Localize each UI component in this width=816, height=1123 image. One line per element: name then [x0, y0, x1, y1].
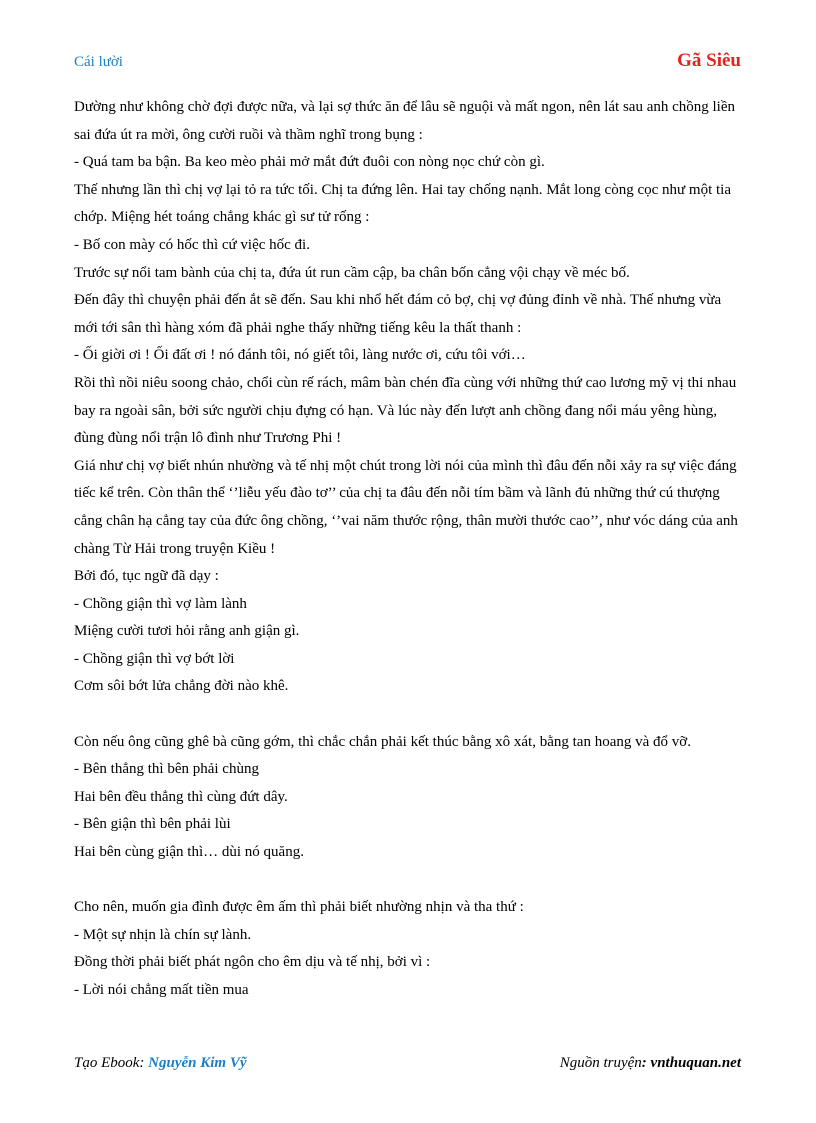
- source-sep: :: [641, 1055, 651, 1071]
- source-credit: [560, 1055, 741, 1072]
- proverb-line: Cơm sôi bớt lửa chẳng đời nào khê.: [74, 678, 289, 695]
- page-header: [74, 50, 741, 78]
- ebook-credit: [74, 1055, 247, 1072]
- paragraph: Dường như không chờ đợi được nữa, và lại sợ thức ăn để lâu sẽ nguội và mất ngon, nên lát sau anh chồng liền sai đứa út ra mời, ông cười ruồi và thầm nghĩ trong bụng :: [74, 99, 736, 143]
- source-label: Nguồn truyện: [559, 1055, 642, 1071]
- paragraph-gap: [74, 701, 742, 729]
- proverb-line: - Bên thẳng thì bên phải chùng: [74, 761, 259, 778]
- proverb-line: Hai bên đều thẳng thì cùng đứt dây.: [74, 788, 288, 805]
- paragraph: Bởi đó, tục ngữ đã dạy :: [74, 568, 219, 585]
- author-name: Gã Siêu: [677, 50, 741, 71]
- proverb-line: Hai bên cùng giận thì… dùi nó quăng.: [74, 844, 304, 861]
- paragraph: Thế nhưng lần thì chị vợ lại tỏ ra tức tối. Chị ta đứng lên. Hai tay chống nạnh. Mắt long còng cọc như một tia chớp. Miệng hét toáng chẳng khác gì sư tử rống :: [74, 181, 731, 226]
- paragraph: - Ối giời ơi ! Ối đất ơi ! nó đánh tôi, nó giết tôi, làng nước ơi, cứu tôi với…: [74, 347, 526, 364]
- ebook-author: Nguyễn Kim Vỹ: [148, 1055, 247, 1071]
- proverb-line: - Chồng giận thì vợ làm lành: [74, 595, 247, 612]
- paragraph-gap: [74, 867, 742, 895]
- proverb-line: - Chồng giận thì vợ bớt lời: [74, 650, 235, 667]
- paragraph: Đồng thời phải biết phát ngôn cho êm dịu và tế nhị, bởi vì :: [74, 954, 431, 971]
- ebook-label: Tạo Ebook: [74, 1055, 140, 1071]
- proverb-line: - Lời nói chẳng mất tiền mua: [74, 982, 249, 998]
- proverb-line: - Bên giận thì bên phải lùi: [74, 816, 231, 833]
- paragraph: Cho nên, muốn gia đình được êm ấm thì phải biết nhường nhịn và tha thứ :: [74, 899, 524, 916]
- paragraph: Giá như chị vợ biết nhún nhường và tế nhị một chút trong lời nói của mình thì đâu đến nỗi xảy ra sự việc đáng tiếc kể trên. Còn thân thể ‘’liễu yếu đào tơ’’ của chị ta đâu đến nỗi tím bầm và lãnh đủ những thứ cú thượng cẳng chân hạ cẳng tay của đức ông chồng, ‘’vai năm thước rộng, thân mười thước cao’’, như vóc dáng của anh chàng Từ Hải trong truyện Kiều !: [74, 457, 738, 557]
- paragraph: Còn nếu ông cũng ghê bà cũng gớm, thì chắc chắn phải kết thúc bằng xô xát, bằng tan hoang và đổ vỡ.: [74, 733, 691, 750]
- source-site: vnthuquan.net: [650, 1055, 741, 1071]
- paragraph: Trước sự nổi tam bành của chị ta, đứa út run cầm cập, ba chân bốn cẳng vội chạy về méc bố.: [74, 264, 630, 281]
- proverb-line: - Một sự nhịn là chín sự lành.: [74, 926, 252, 943]
- page-footer: [74, 1055, 741, 1077]
- story-body: [74, 94, 742, 1005]
- ebook-sep: :: [139, 1055, 149, 1071]
- paragraph: - Bố con mày có hốc thì cứ việc hốc đi.: [74, 236, 310, 253]
- paragraph: Rồi thì nồi niêu soong chảo, chổi cùn rế rách, mâm bàn chén đĩa cùng với những thứ cao lương mỹ vị thi nhau bay ra ngoài sân, bởi sức người chịu đựng có hạn. Và lúc này đến lượt anh chồng đang nổi máu yêng hùng, đùng đùng nổi trận lô đình như Trương Phi !: [74, 374, 737, 447]
- paragraph: - Quá tam ba bận. Ba keo mèo phải mở mắt đứt đuôi con nòng nọc chứ còn gì.: [74, 154, 545, 171]
- paragraph: Đến đây thì chuyện phải đến ắt sẽ đến. Sau khi nhổ hết đám cỏ bợ, chị vợ đủng đỉnh về nhà. Thế nhưng vừa mới tới sân thì hàng xóm đã phải nghe thấy những tiếng kêu la thất thanh :: [74, 292, 722, 336]
- story-title: Cái lười: [74, 54, 123, 70]
- proverb-line: Miệng cười tươi hỏi rằng anh giận gì.: [74, 623, 300, 640]
